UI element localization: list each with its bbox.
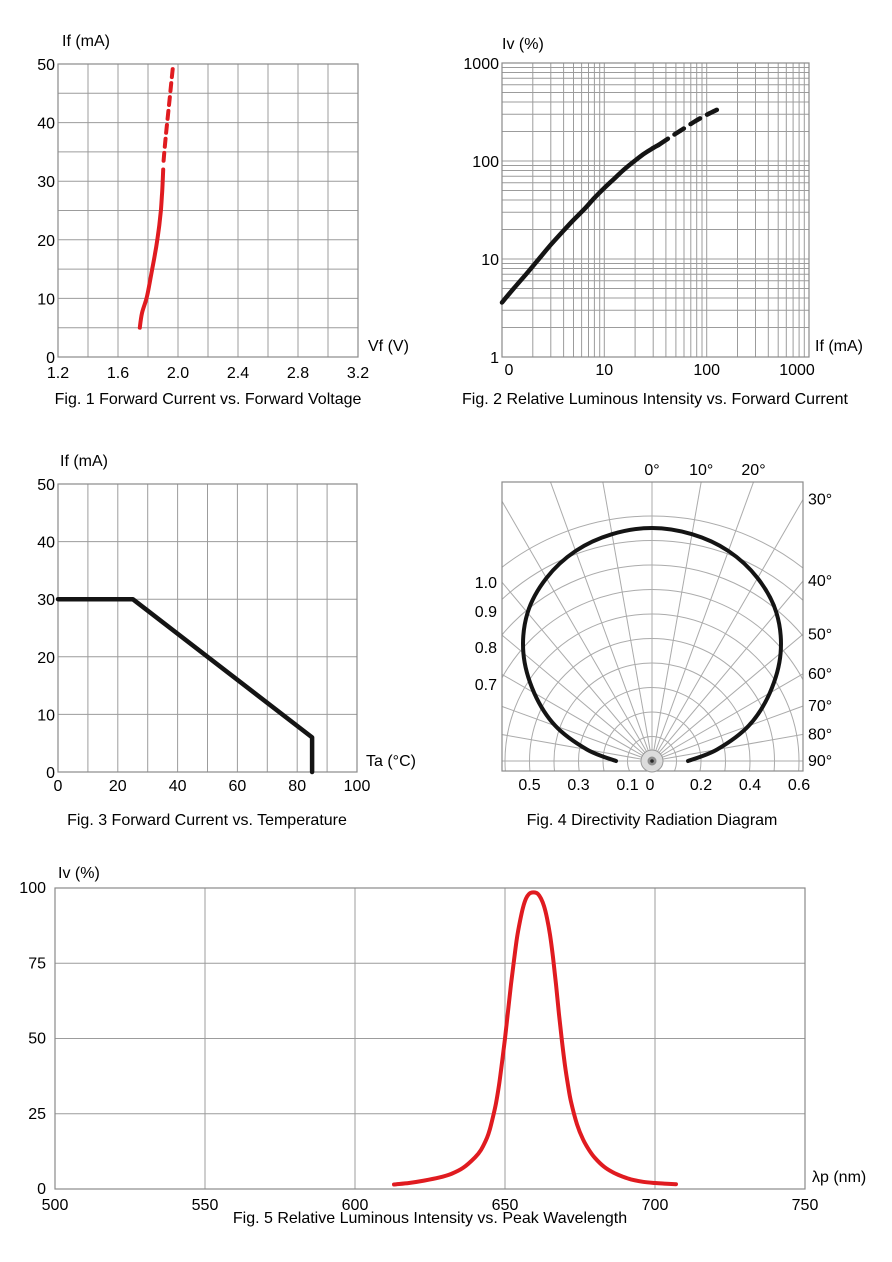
x-tick-label: 0 bbox=[504, 362, 514, 379]
radius-tick-label: 0.8 bbox=[474, 640, 497, 657]
angle-tick-label: 30° bbox=[808, 491, 833, 509]
x-tick-label: 10 bbox=[595, 362, 614, 379]
y-tick-label: 0 bbox=[37, 1181, 46, 1198]
y-axis-label: Iv (%) bbox=[502, 36, 544, 53]
y-tick-label: 0 bbox=[46, 350, 55, 367]
y-tick-label: 1000 bbox=[463, 56, 499, 73]
axis-value-label: 0 bbox=[645, 777, 655, 794]
radius-tick-label: 1.0 bbox=[474, 575, 497, 592]
x-tick-label: 0 bbox=[53, 778, 63, 795]
y-tick-label: 30 bbox=[37, 174, 55, 192]
y-tick-label: 10 bbox=[37, 291, 55, 309]
tick-labels bbox=[19, 865, 866, 1214]
angle-tick-label: 10° bbox=[689, 462, 714, 479]
fig5-relative-luminous-intensity-vs-peak-wavelength-chart bbox=[0, 850, 892, 1262]
x-axis-label: Vf (V) bbox=[368, 338, 409, 355]
angle-tick-label: 80° bbox=[808, 726, 833, 744]
tick-labels bbox=[37, 453, 416, 795]
axis-value-label: 0.6 bbox=[787, 777, 811, 794]
axis-value-label: 0.4 bbox=[738, 777, 762, 794]
x-tick-label: 100 bbox=[343, 778, 371, 795]
grid bbox=[58, 484, 357, 772]
fig1-forward-current-vs-forward-voltage-chart bbox=[0, 0, 446, 420]
y-tick-label: 20 bbox=[37, 649, 55, 667]
y-tick-label: 40 bbox=[37, 534, 55, 552]
y-tick-label: 40 bbox=[37, 115, 55, 133]
angle-grid-line bbox=[652, 551, 892, 761]
grid bbox=[58, 64, 358, 357]
y-tick-label: 50 bbox=[37, 57, 55, 74]
y-tick-label: 50 bbox=[37, 477, 55, 494]
y-tick-label: 0 bbox=[46, 765, 55, 782]
y-tick-label: 75 bbox=[28, 955, 46, 973]
y-tick-label: 30 bbox=[37, 592, 55, 610]
y-tick-label: 1 bbox=[490, 350, 499, 367]
x-axis-label: If (mA) bbox=[815, 338, 863, 355]
angle-tick-label: 90° bbox=[808, 753, 833, 770]
x-tick-label: 550 bbox=[191, 1197, 219, 1214]
axis-value-label: 0.2 bbox=[689, 777, 713, 794]
fig5-caption: Fig. 5 Relative Luminous Intensity vs. Peak Wavelength bbox=[232, 1210, 628, 1227]
fig3-forward-current-vs-temperature-chart bbox=[0, 420, 446, 850]
radius-tick-label: 0.9 bbox=[474, 604, 497, 621]
y-tick-label: 100 bbox=[19, 880, 46, 897]
y-axis-label: If (mA) bbox=[62, 33, 110, 50]
x-tick-label: 1.2 bbox=[46, 365, 70, 382]
angle-tick-label: 20° bbox=[741, 462, 766, 479]
y-tick-label: 10 bbox=[481, 252, 499, 269]
axis-value-label: 0.5 bbox=[518, 777, 541, 794]
x-tick-label: 100 bbox=[693, 362, 721, 379]
y-axis-label: Iv (%) bbox=[58, 865, 100, 882]
grid bbox=[502, 63, 809, 357]
angle-tick-label: 0° bbox=[644, 462, 660, 479]
fig2-relative-luminous-intensity-vs-forward-current-chart bbox=[446, 0, 892, 420]
radius-tick-label: 0.7 bbox=[474, 677, 497, 694]
y-axis-label: If (mA) bbox=[60, 453, 108, 470]
fig2-caption: Fig. 2 Relative Luminous Intensity vs. Forward Current bbox=[462, 391, 848, 408]
y-tick-label: 100 bbox=[472, 154, 499, 171]
fig4-caption: Fig. 4 Directivity Radiation Diagram bbox=[526, 812, 778, 829]
tick-labels bbox=[37, 33, 409, 382]
forward-current-solid bbox=[140, 170, 163, 328]
angle-tick-label: 70° bbox=[808, 698, 833, 715]
x-axis-label: Ta (°C) bbox=[366, 753, 416, 770]
radial-grid bbox=[446, 516, 892, 850]
x-tick-label: 2.0 bbox=[166, 365, 190, 382]
y-tick-label: 20 bbox=[37, 232, 55, 250]
derating-line bbox=[58, 599, 312, 772]
angle-grid-line bbox=[446, 439, 652, 761]
x-tick-label: 1000 bbox=[779, 362, 815, 379]
origin-marker-center bbox=[650, 759, 654, 763]
plot-border bbox=[502, 63, 809, 357]
angle-tick-label: 40° bbox=[808, 573, 833, 590]
x-tick-label: 1.6 bbox=[106, 365, 130, 382]
x-tick-label: 500 bbox=[41, 1197, 69, 1214]
axis-value-label: 0.3 bbox=[567, 777, 590, 794]
y-tick-label: 50 bbox=[28, 1030, 46, 1048]
x-tick-label: 80 bbox=[288, 778, 307, 795]
fig4-directivity-radiation-diagram-chart bbox=[446, 420, 892, 850]
x-tick-label: 700 bbox=[641, 1197, 669, 1214]
angle-tick-label: 60° bbox=[808, 665, 833, 683]
x-axis-label: λp (nm) bbox=[812, 1169, 867, 1186]
x-tick-label: 600 bbox=[341, 1197, 369, 1214]
fig1-caption: Fig. 1 Forward Current vs. Forward Voltage bbox=[54, 391, 362, 408]
grid bbox=[55, 888, 805, 1189]
x-tick-label: 2.8 bbox=[286, 365, 310, 382]
origin-marker bbox=[641, 750, 663, 772]
fig3-caption: Fig. 3 Forward Current vs. Temperature bbox=[67, 812, 347, 829]
x-tick-label: 3.2 bbox=[346, 365, 370, 382]
x-tick-label: 40 bbox=[168, 778, 187, 795]
x-tick-label: 750 bbox=[791, 1197, 819, 1214]
angle-tick-label: 50° bbox=[808, 626, 833, 644]
x-tick-label: 650 bbox=[491, 1197, 519, 1214]
axis-value-label: 0.1 bbox=[616, 777, 639, 794]
forward-current-dashed bbox=[164, 64, 174, 161]
x-tick-label: 60 bbox=[228, 778, 247, 795]
y-tick-label: 10 bbox=[37, 707, 55, 725]
x-tick-label: 2.4 bbox=[226, 365, 250, 382]
x-tick-label: 20 bbox=[108, 778, 127, 795]
y-tick-label: 25 bbox=[28, 1105, 46, 1123]
